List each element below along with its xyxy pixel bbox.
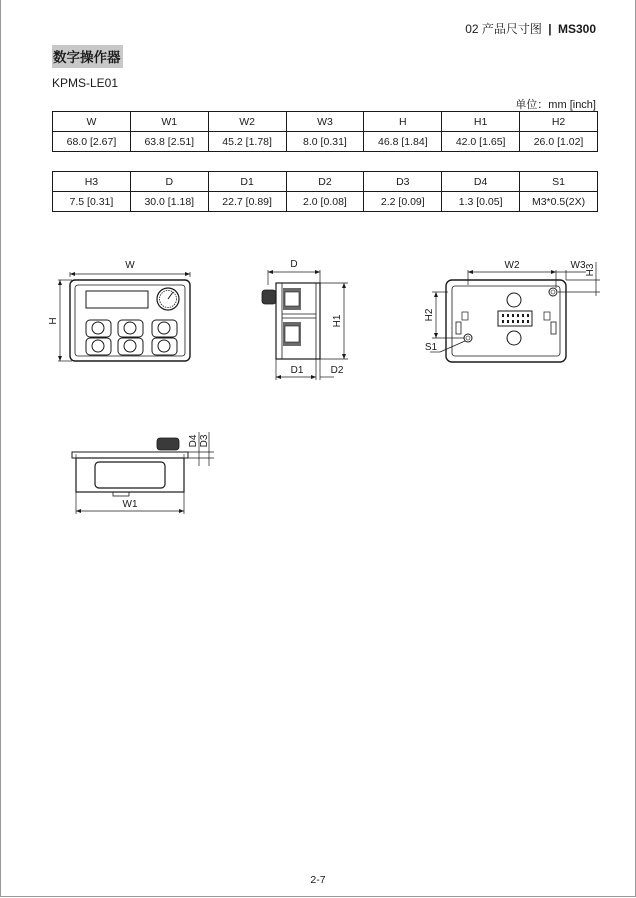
table-cell: 2.2 [0.09] — [364, 192, 442, 212]
bottom-d4-label: D4 — [188, 434, 199, 448]
table-header-cell: W1 — [130, 112, 208, 132]
table-cell: 22.7 [0.89] — [208, 192, 286, 212]
table-header-cell: H1 — [442, 112, 520, 132]
model-label: KPMS-LE01 — [52, 76, 119, 90]
table-cell: M3*0.5(2X) — [520, 192, 598, 212]
bottom-view — [72, 432, 214, 514]
table-cell: 46.8 [1.84] — [364, 132, 442, 152]
section-title: 数字操作器 — [52, 45, 123, 68]
table-cell: 45.2 [1.78] — [208, 132, 286, 152]
side-d1-label: D1 — [290, 365, 304, 376]
table-header-cell: D — [130, 172, 208, 192]
header-separator: | — [548, 22, 552, 36]
page-number: 2-7 — [310, 874, 326, 886]
back-panel-inner — [452, 286, 560, 356]
table-cell: 30.0 [1.18] — [130, 192, 208, 212]
side-knob — [262, 290, 276, 304]
table-cell: 8.0 [0.31] — [286, 132, 364, 152]
back-connector — [498, 311, 532, 326]
front-h-label: H — [48, 317, 59, 325]
back-hole-top — [507, 293, 521, 307]
back-w3-label: W3 — [570, 260, 586, 271]
header-chapter: 02 产品尺寸图 — [465, 22, 542, 36]
side-d2-label: D2 — [330, 365, 344, 376]
bottom-d3-label: D3 — [199, 434, 210, 448]
back-w2-label: W2 — [504, 260, 520, 271]
screw-hole-right — [549, 288, 557, 296]
table-header-cell: D1 — [208, 172, 286, 192]
back-panel-outline — [446, 280, 566, 362]
screw-hole-left — [464, 334, 472, 342]
table-cell: 2.0 [0.08] — [286, 192, 364, 212]
table-header-cell: D2 — [286, 172, 364, 192]
table-header-cell: H2 — [520, 112, 598, 132]
unit-note: 单位：mm [inch] — [515, 99, 596, 111]
table-header-cell: H — [364, 112, 442, 132]
table-header-cell: W2 — [208, 112, 286, 132]
bottom-w1-label: W1 — [122, 499, 138, 510]
back-s1-label: S1 — [424, 342, 438, 353]
front-w-label: W — [125, 260, 135, 271]
table-cell: 7.5 [0.31] — [53, 192, 131, 212]
table-cell: 26.0 [1.02] — [520, 132, 598, 152]
back-h2-label: H2 — [424, 308, 435, 322]
back-hole-bottom — [507, 331, 521, 345]
table-header-cell: W — [53, 112, 131, 132]
table-header-cell: S1 — [520, 172, 598, 192]
table-cell: 63.8 [2.51] — [130, 132, 208, 152]
bottom-body-outline — [76, 458, 184, 492]
side-h1-label: H1 — [332, 314, 343, 328]
table-header-cell: D3 — [364, 172, 442, 192]
table-header-cell: D4 — [442, 172, 520, 192]
table-cell: 42.0 [1.65] — [442, 132, 520, 152]
table-header-cell: H3 — [53, 172, 131, 192]
display-window — [86, 291, 148, 308]
table-header-cell: W3 — [286, 112, 364, 132]
table-cell: 1.3 [0.05] — [442, 192, 520, 212]
keypad-buttons — [86, 320, 177, 355]
bottom-knob — [157, 438, 179, 450]
front-view — [48, 260, 190, 361]
side-view — [262, 259, 348, 380]
table-cell: 68.0 [2.67] — [53, 132, 131, 152]
back-view — [424, 260, 600, 362]
side-d-label: D — [290, 259, 298, 270]
header-product: MS300 — [557, 22, 596, 36]
back-h3-label: H3 — [585, 263, 596, 277]
